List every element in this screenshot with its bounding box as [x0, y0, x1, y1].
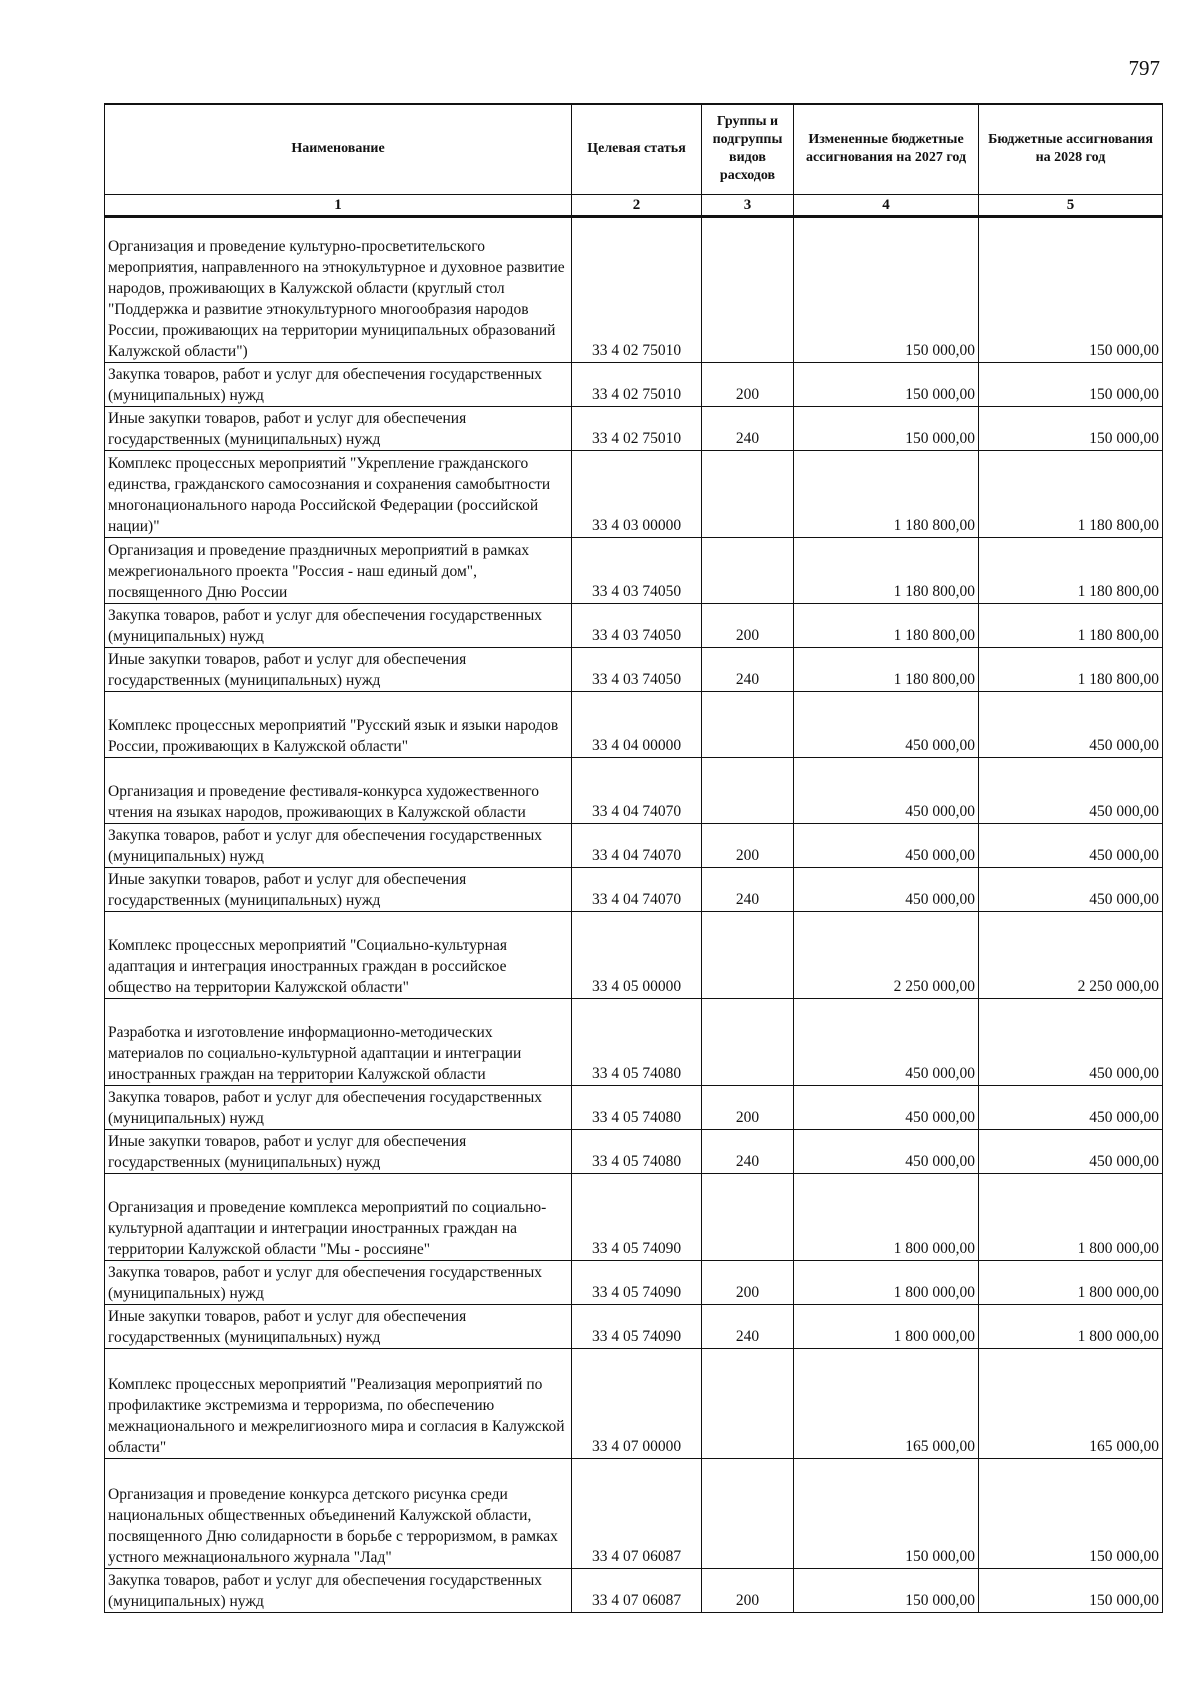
row-sum-2028: 450 000,00 [979, 867, 1163, 911]
row-group: 200 [702, 1260, 794, 1304]
row-group [702, 1348, 794, 1458]
row-sum-2028: 450 000,00 [979, 757, 1163, 823]
row-name: Закупка товаров, работ и услуг для обеспечения государственных (муниципальных) нужд [105, 823, 572, 867]
row-sum-2027: 1 800 000,00 [794, 1304, 979, 1348]
row-group [702, 216, 794, 362]
row-code: 33 4 04 74070 [572, 757, 702, 823]
row-name: Иные закупки товаров, работ и услуг для обеспечения государственных (муниципальных) нужд [105, 1304, 572, 1348]
row-sum-2027: 450 000,00 [794, 757, 979, 823]
row-group: 200 [702, 1085, 794, 1129]
row-group: 240 [702, 1304, 794, 1348]
table-row [105, 998, 1163, 1085]
row-sum-2028: 1 180 800,00 [979, 450, 1163, 537]
table-row [105, 1129, 1163, 1173]
row-name: Иные закупки товаров, работ и услуг для обеспечения государственных (муниципальных) нужд [105, 406, 572, 450]
page-number: 797 [1128, 56, 1160, 80]
table-row [105, 537, 1163, 603]
row-sum-2028: 1 180 800,00 [979, 647, 1163, 691]
table-row [105, 647, 1163, 691]
table-body [105, 216, 1163, 1612]
table-row [105, 691, 1163, 757]
row-group: 240 [702, 647, 794, 691]
table-row [105, 450, 1163, 537]
row-name: Закупка товаров, работ и услуг для обеспечения государственных (муниципальных) нужд [105, 603, 572, 647]
row-sum-2027: 450 000,00 [794, 867, 979, 911]
row-sum-2028: 150 000,00 [979, 216, 1163, 362]
row-code: 33 4 02 75010 [572, 406, 702, 450]
row-sum-2028: 1 180 800,00 [979, 537, 1163, 603]
row-group: 200 [702, 823, 794, 867]
row-code: 33 4 05 74090 [572, 1260, 702, 1304]
row-name: Комплекс процессных мероприятий "Русский язык и языки народов России, проживающих в Калужской области" [105, 691, 572, 757]
row-sum-2028: 165 000,00 [979, 1348, 1163, 1458]
column-number: 1 [105, 194, 572, 216]
row-sum-2027: 450 000,00 [794, 998, 979, 1085]
table-header [105, 104, 1163, 216]
row-sum-2028: 450 000,00 [979, 823, 1163, 867]
table-row [105, 216, 1163, 362]
row-sum-2028: 450 000,00 [979, 1085, 1163, 1129]
row-code: 33 4 04 74070 [572, 823, 702, 867]
header-group: Группы и подгруппы видов расходов [702, 104, 794, 194]
table-row [105, 1304, 1163, 1348]
row-group [702, 757, 794, 823]
row-group [702, 998, 794, 1085]
table-row [105, 1085, 1163, 1129]
row-group: 200 [702, 1568, 794, 1612]
row-group [702, 450, 794, 537]
table-row [105, 1568, 1163, 1612]
row-name: Организация и проведение конкурса детского рисунка среди национальных общественных объединений Калужской области, посвященного Дню солидарности в борьбе с терроризмом, в рамках устного межнационального журнала "Лад" [105, 1458, 572, 1568]
row-group [702, 691, 794, 757]
row-code: 33 4 05 00000 [572, 911, 702, 998]
row-name: Организация и проведение праздничных мероприятий в рамках межрегионального проекта "Россия - наш единый дом", посвященного Дню России [105, 537, 572, 603]
row-code: 33 4 03 74050 [572, 603, 702, 647]
row-sum-2028: 450 000,00 [979, 691, 1163, 757]
row-sum-2028: 150 000,00 [979, 362, 1163, 406]
row-sum-2028: 150 000,00 [979, 406, 1163, 450]
row-code: 33 4 07 00000 [572, 1348, 702, 1458]
header-name: Наименование [105, 104, 572, 194]
row-sum-2027: 150 000,00 [794, 216, 979, 362]
row-name: Разработка и изготовление информационно-методических материалов по социально-культурной адаптации и интеграции иностранных граждан на территории Калужской области [105, 998, 572, 1085]
row-name: Комплекс процессных мероприятий "Социально-культурная адаптация и интеграция иностранных граждан в российское общество на территории Калужской области" [105, 911, 572, 998]
row-sum-2027: 2 250 000,00 [794, 911, 979, 998]
row-name: Иные закупки товаров, работ и услуг для обеспечения государственных (муниципальных) нужд [105, 647, 572, 691]
budget-table [104, 103, 1163, 1613]
row-sum-2027: 1 180 800,00 [794, 603, 979, 647]
column-number: 5 [979, 194, 1163, 216]
column-number: 2 [572, 194, 702, 216]
column-number: 3 [702, 194, 794, 216]
row-group [702, 911, 794, 998]
row-sum-2027: 150 000,00 [794, 406, 979, 450]
row-code: 33 4 04 74070 [572, 867, 702, 911]
row-code: 33 4 02 75010 [572, 362, 702, 406]
row-name: Организация и проведение фестиваля-конкурса художественного чтения на языках народов, проживающих в Калужской области [105, 757, 572, 823]
row-sum-2027: 165 000,00 [794, 1348, 979, 1458]
row-code: 33 4 07 06087 [572, 1458, 702, 1568]
table-row [105, 867, 1163, 911]
row-code: 33 4 05 74080 [572, 1085, 702, 1129]
row-name: Закупка товаров, работ и услуг для обеспечения государственных (муниципальных) нужд [105, 1568, 572, 1612]
table-row [105, 362, 1163, 406]
row-sum-2027: 450 000,00 [794, 1085, 979, 1129]
row-code: 33 4 04 00000 [572, 691, 702, 757]
row-name: Закупка товаров, работ и услуг для обеспечения государственных (муниципальных) нужд [105, 362, 572, 406]
header-row [105, 104, 1163, 194]
row-code: 33 4 03 00000 [572, 450, 702, 537]
row-sum-2028: 2 250 000,00 [979, 911, 1163, 998]
row-sum-2027: 1 800 000,00 [794, 1260, 979, 1304]
row-code: 33 4 07 06087 [572, 1568, 702, 1612]
row-sum-2028: 150 000,00 [979, 1458, 1163, 1568]
row-sum-2027: 150 000,00 [794, 362, 979, 406]
row-code: 33 4 05 74080 [572, 998, 702, 1085]
table-row [105, 757, 1163, 823]
row-sum-2028: 450 000,00 [979, 1129, 1163, 1173]
column-number-row [105, 194, 1163, 216]
row-sum-2027: 1 180 800,00 [794, 537, 979, 603]
row-sum-2027: 450 000,00 [794, 823, 979, 867]
table-row [105, 603, 1163, 647]
row-sum-2027: 450 000,00 [794, 1129, 979, 1173]
header-code: Целевая статья [572, 104, 702, 194]
row-sum-2028: 1 800 000,00 [979, 1173, 1163, 1260]
row-group: 200 [702, 603, 794, 647]
row-name: Комплекс процессных мероприятий "Укрепление гражданского единства, гражданского самосознания и сохранения самобытности многонационального народа Российской Федерации (российской нации)" [105, 450, 572, 537]
row-sum-2027: 1 180 800,00 [794, 647, 979, 691]
row-sum-2028: 450 000,00 [979, 998, 1163, 1085]
row-code: 33 4 03 74050 [572, 537, 702, 603]
row-name: Закупка товаров, работ и услуг для обеспечения государственных (муниципальных) нужд [105, 1085, 572, 1129]
row-name: Организация и проведение культурно-просветительского мероприятия, направленного на этнокультурное и духовное развитие народов, проживающих в Калужской области (круглый стол "Поддержка и развитие этнокультурного многообразия народов России, проживающих на территории муниципальных образований Калужской области") [105, 216, 572, 362]
row-code: 33 4 02 75010 [572, 216, 702, 362]
row-group [702, 1458, 794, 1568]
row-sum-2027: 150 000,00 [794, 1458, 979, 1568]
row-sum-2027: 150 000,00 [794, 1568, 979, 1612]
row-name: Организация и проведение комплекса мероприятий по социально-культурной адаптации и интеграции иностранных граждан на территории Калужской области "Мы - россияне" [105, 1173, 572, 1260]
row-sum-2027: 1 180 800,00 [794, 450, 979, 537]
row-name: Иные закупки товаров, работ и услуг для обеспечения государственных (муниципальных) нужд [105, 1129, 572, 1173]
table-row [105, 1173, 1163, 1260]
row-group: 240 [702, 406, 794, 450]
table-row [105, 406, 1163, 450]
row-code: 33 4 03 74050 [572, 647, 702, 691]
row-code: 33 4 05 74080 [572, 1129, 702, 1173]
table-row [105, 911, 1163, 998]
row-sum-2028: 150 000,00 [979, 1568, 1163, 1612]
row-name: Иные закупки товаров, работ и услуг для обеспечения государственных (муниципальных) нужд [105, 867, 572, 911]
row-group [702, 537, 794, 603]
table-row [105, 823, 1163, 867]
row-sum-2027: 450 000,00 [794, 691, 979, 757]
row-group: 240 [702, 1129, 794, 1173]
row-sum-2028: 1 800 000,00 [979, 1304, 1163, 1348]
row-name: Закупка товаров, работ и услуг для обеспечения государственных (муниципальных) нужд [105, 1260, 572, 1304]
row-group [702, 1173, 794, 1260]
header-sum-2028: Бюджетные ассигнования на 2028 год [979, 104, 1163, 194]
header-sum-2027: Измененные бюджетные ассигнования на 2027 год [794, 104, 979, 194]
row-code: 33 4 05 74090 [572, 1173, 702, 1260]
row-sum-2028: 1 800 000,00 [979, 1260, 1163, 1304]
row-group: 240 [702, 867, 794, 911]
table-row [105, 1260, 1163, 1304]
row-name: Комплекс процессных мероприятий "Реализация мероприятий по профилактике экстремизма и терроризма, по обеспечению межнационального и межрелигиозного мира и согласия в Калужской области" [105, 1348, 572, 1458]
table-row [105, 1458, 1163, 1568]
row-group: 200 [702, 362, 794, 406]
row-sum-2027: 1 800 000,00 [794, 1173, 979, 1260]
row-sum-2028: 1 180 800,00 [979, 603, 1163, 647]
table-row [105, 1348, 1163, 1458]
row-code: 33 4 05 74090 [572, 1304, 702, 1348]
column-number: 4 [794, 194, 979, 216]
